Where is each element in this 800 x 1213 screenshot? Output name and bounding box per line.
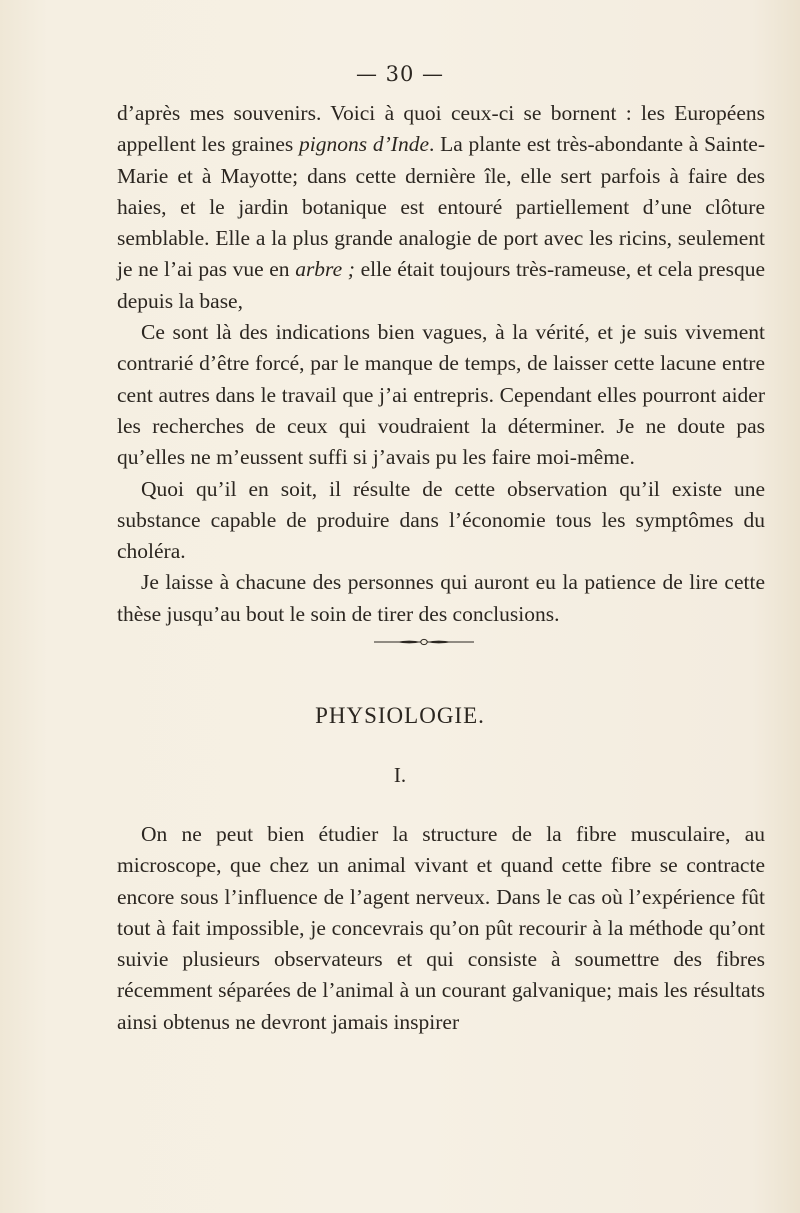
paragraph (117, 474, 765, 568)
paragraph-text: Ce sont là des indications bien vagues, à la vérité, et je suis vivement contrarié d’être forcé, par le manque de temps, de laisser cette lacune entre cent autres dans le travail que j’ai entrepris. Cependant elles pourront aider les recherches de ceux qui voudraient la déterminer. Je ne doute pas qu’elles ne m’eussent suffi si j’avais pu les faire moi-même. (117, 320, 765, 470)
paragraph-text: Quoi qu’il en soit, il résulte de cette observation qu’il existe une substance capable de produire dans l’économie tous les symptômes du choléra. (117, 476, 765, 564)
page-number: — 30 — (355, 62, 445, 86)
paragraph-text: Je laisse à chacune des personnes qui auront eu la patience de lire cette thèse jusqu’au bout le soin de tirer des conclusions. (117, 570, 765, 626)
paragraph (117, 317, 765, 473)
italic-text: arbre ; (295, 257, 355, 282)
ornamental-divider (374, 634, 474, 650)
paragraph (117, 819, 765, 1038)
section-title: PHYSIOLOGIE. (315, 703, 485, 728)
text-block-top (117, 98, 765, 630)
section-number: I. (393, 763, 407, 787)
paragraph-text: On ne peut bien étudier la structure de la fibre musculaire, au microscope, que chez un animal vivant et quand cette fibre se contracte encore sous l’influence de l’agent nerveux. Dans le cas où l’expérience fût tout à fait impossible, je concevrais qu’on pût recourir à la méthode qu’ont suivie plusieurs observateurs et qui consiste à soumettre des fibres récemment séparées de l’animal à un courant galvanique; mais les résultats ainsi obtenus ne devront jamais inspirer (117, 822, 765, 1034)
paragraph-text: d’après mes souvenirs. Voici à quoi ceux-ci se bornent : les Européens appellent les graines (117, 101, 765, 157)
paragraph-text: elle était toujours très-rameuse, et cela presque depuis la base, (117, 257, 766, 313)
italic-text: pignons d’Inde (299, 132, 429, 157)
paragraph (117, 98, 765, 317)
paragraph (117, 567, 765, 630)
paragraph-text: . La plante est très-abondante à Sainte-Marie et à Mayotte; dans cette dernière île, elle sert parfois à faire des haies, et le jardin botanique est entouré partiellement d’une clôture semblable. Elle a la plus grande analogie de port avec les ricins, seulement je ne l’ai pas vue en (117, 132, 765, 282)
text-block-bottom (117, 819, 765, 1038)
